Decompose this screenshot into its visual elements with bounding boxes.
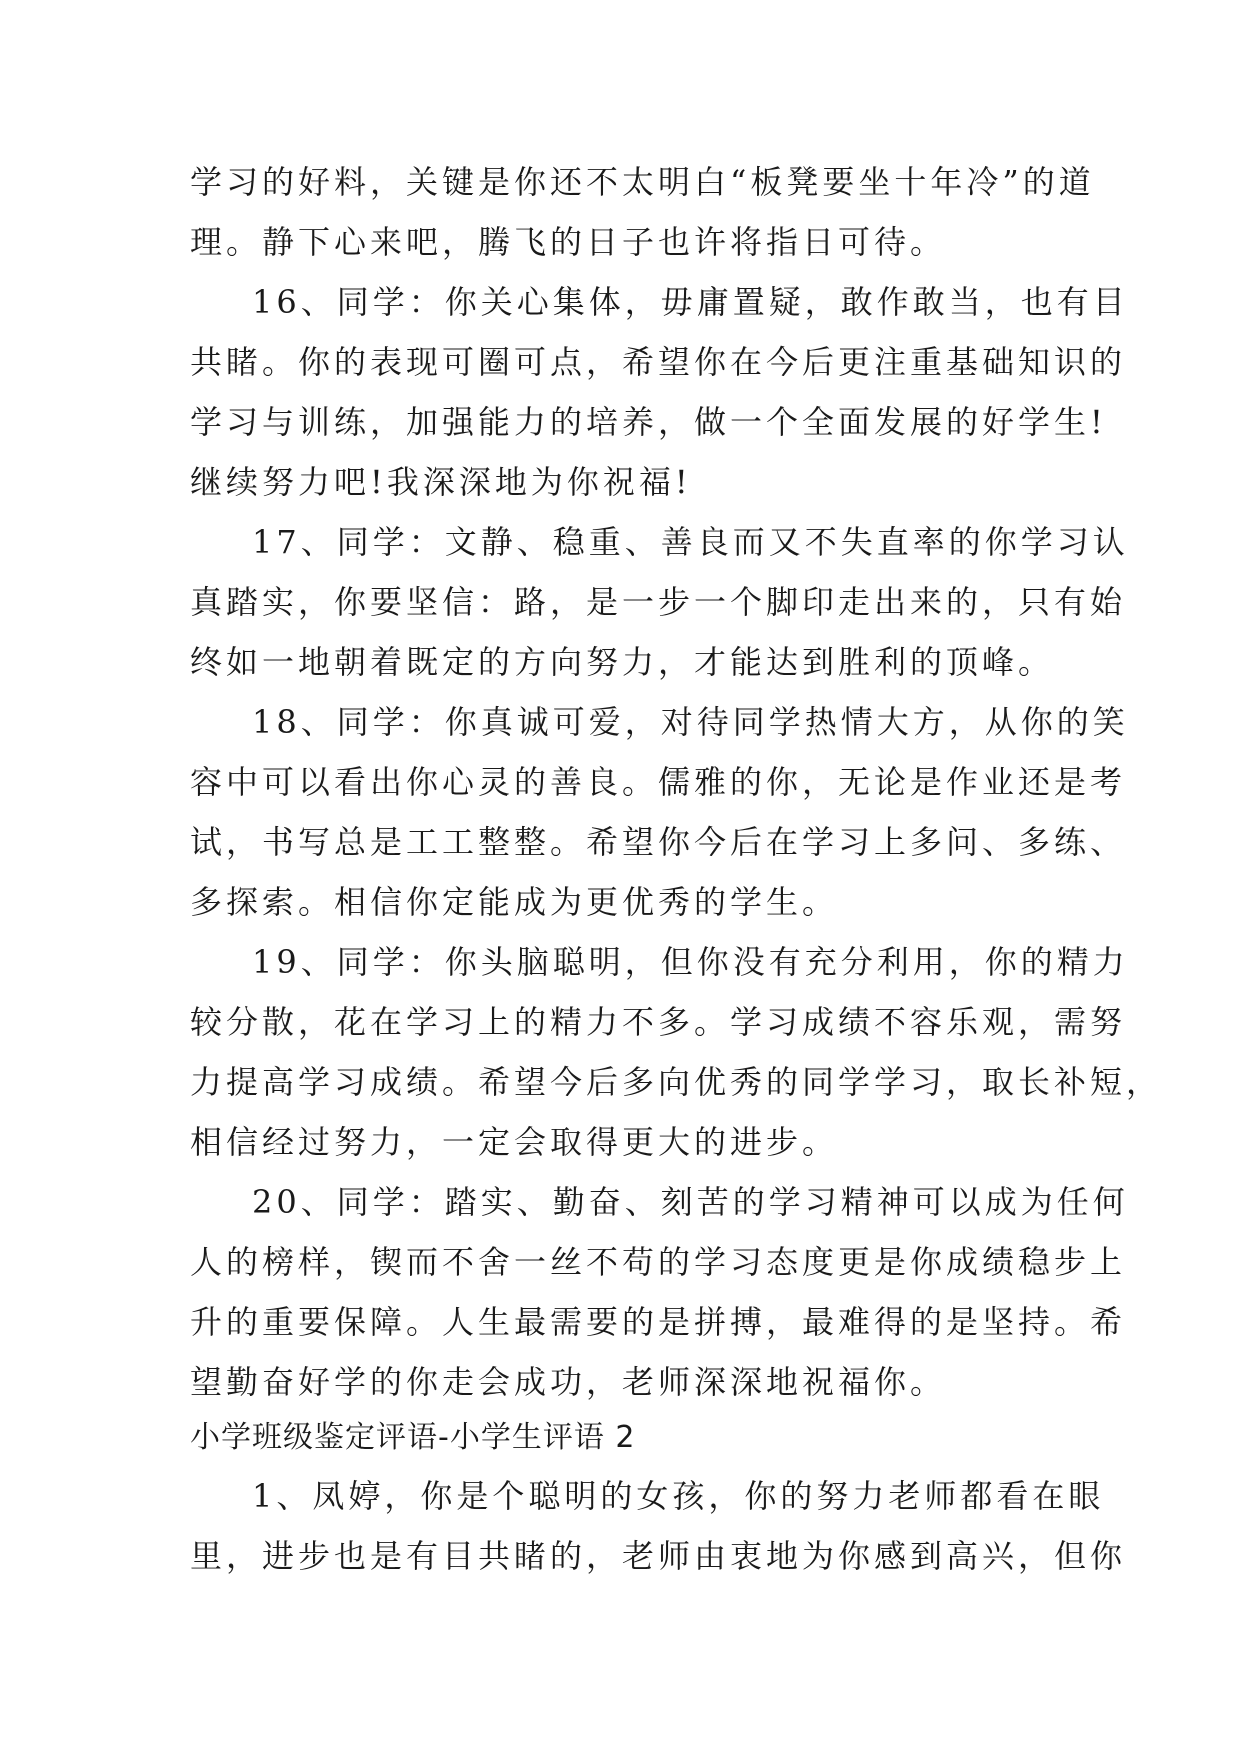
section-heading: 小学班级鉴定评语-小学生评语 2 bbox=[190, 1420, 636, 1455]
text-line: 望勤奋好学的你走会成功，老师深深地祝福你。 bbox=[190, 1363, 947, 1401]
text-line: 力提高学习成绩。希望今后多向优秀的同学学习，取长补短， bbox=[190, 1063, 1163, 1101]
text-line: 学习的好料，关键是你还不太明白“板凳要坐十年冷”的道 bbox=[190, 163, 1095, 201]
paragraph-start: 16、同学：你关心集体，毋庸置疑，敢作敢当，也有目 bbox=[252, 283, 1129, 321]
text-line: 终如一地朝着既定的方向努力，才能达到胜利的顶峰。 bbox=[190, 643, 1055, 681]
text-line: 继续努力吧!我深深地为你祝福! bbox=[190, 463, 692, 501]
text-line: 试，书写总是工工整整。希望你今后在学习上多问、多练、 bbox=[190, 823, 1127, 861]
text-line: 较分散，花在学习上的精力不多。学习成绩不容乐观，需努 bbox=[190, 1003, 1127, 1041]
paragraph-start: 17、同学：文静、稳重、善良而又不失直率的你学习认 bbox=[252, 523, 1129, 561]
text-line: 容中可以看出你心灵的善良。儒雅的你，无论是作业还是考 bbox=[190, 763, 1127, 801]
paragraph-start: 18、同学：你真诚可爱，对待同学热情大方，从你的笑 bbox=[252, 703, 1129, 741]
text-line: 升的重要保障。人生最需要的是拼搏，最难得的是坚持。希 bbox=[190, 1303, 1127, 1341]
paragraph-start: 1、凤婷，你是个聪明的女孩，你的努力老师都看在眼 bbox=[252, 1477, 1105, 1515]
paragraph-start: 19、同学：你头脑聪明，但你没有充分利用，你的精力 bbox=[252, 943, 1129, 981]
paragraph-start: 20、同学：踏实、勤奋、刻苦的学习精神可以成为任何 bbox=[252, 1183, 1129, 1221]
text-line: 人的榜样，锲而不舍一丝不苟的学习态度更是你成绩稳步上 bbox=[190, 1243, 1127, 1281]
text-line: 学习与训练，加强能力的培养，做一个全面发展的好学生! bbox=[190, 403, 1107, 441]
text-line: 里，进步也是有目共睹的，老师由衷地为你感到高兴，但你 bbox=[190, 1537, 1127, 1575]
text-line: 真踏实，你要坚信：路，是一步一个脚印走出来的，只有始 bbox=[190, 583, 1127, 621]
text-line: 多探索。相信你定能成为更优秀的学生。 bbox=[190, 883, 839, 921]
text-line: 相信经过努力，一定会取得更大的进步。 bbox=[190, 1123, 839, 1161]
text-line: 理。静下心来吧，腾飞的日子也许将指日可待。 bbox=[190, 223, 947, 261]
text-line: 共睹。你的表现可圈可点，希望你在今后更注重基础知识的 bbox=[190, 343, 1127, 381]
